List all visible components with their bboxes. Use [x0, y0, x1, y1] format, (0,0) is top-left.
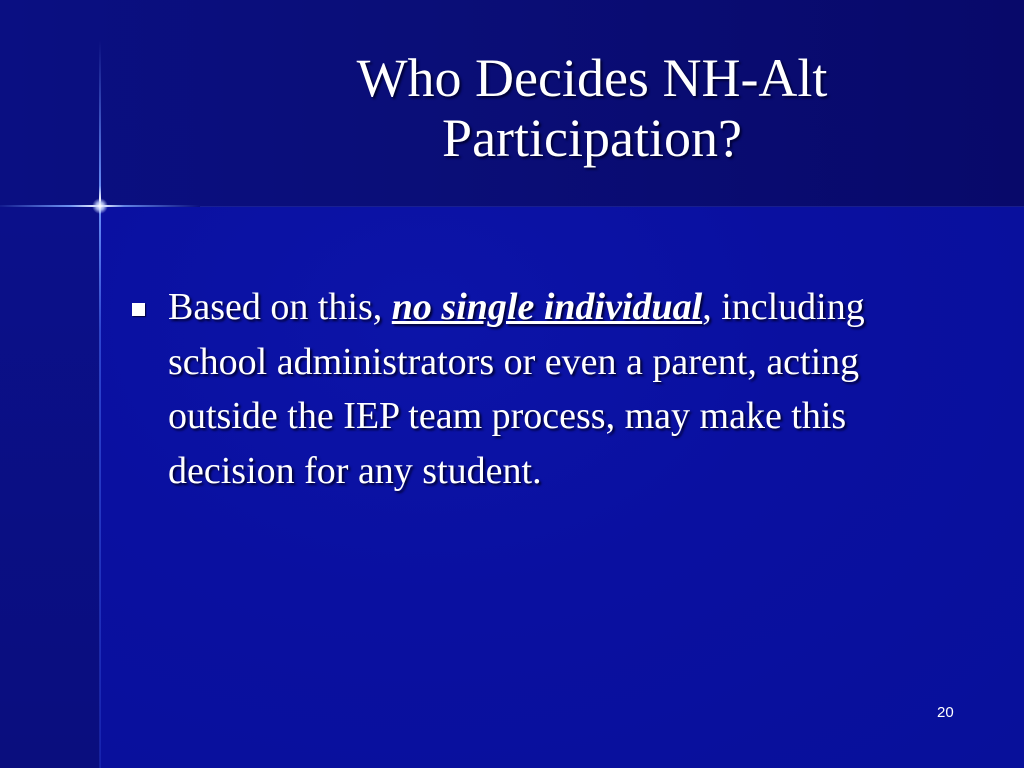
sparkle-icon [92, 198, 108, 214]
square-bullet-icon [132, 303, 145, 316]
slide-title-line-1: Who Decides NH-Alt [356, 48, 828, 108]
bullet-text-rest: , including school administrators or even a parent, acting outside the IEP team process, may make this decision for any student. [168, 286, 865, 492]
bullet-text [168, 280, 928, 498]
bullet-text-emphasis: no single individual [391, 286, 703, 328]
slide-title-line-2: Participation? [442, 108, 742, 168]
left-band [0, 207, 100, 768]
page-number: 20 [937, 704, 954, 721]
vertical-light-line [99, 40, 101, 768]
bullet-text-lead: Based on this, [168, 286, 392, 328]
slide-title [160, 48, 1024, 168]
divider-line [200, 206, 1024, 207]
bullet-item [132, 280, 932, 498]
